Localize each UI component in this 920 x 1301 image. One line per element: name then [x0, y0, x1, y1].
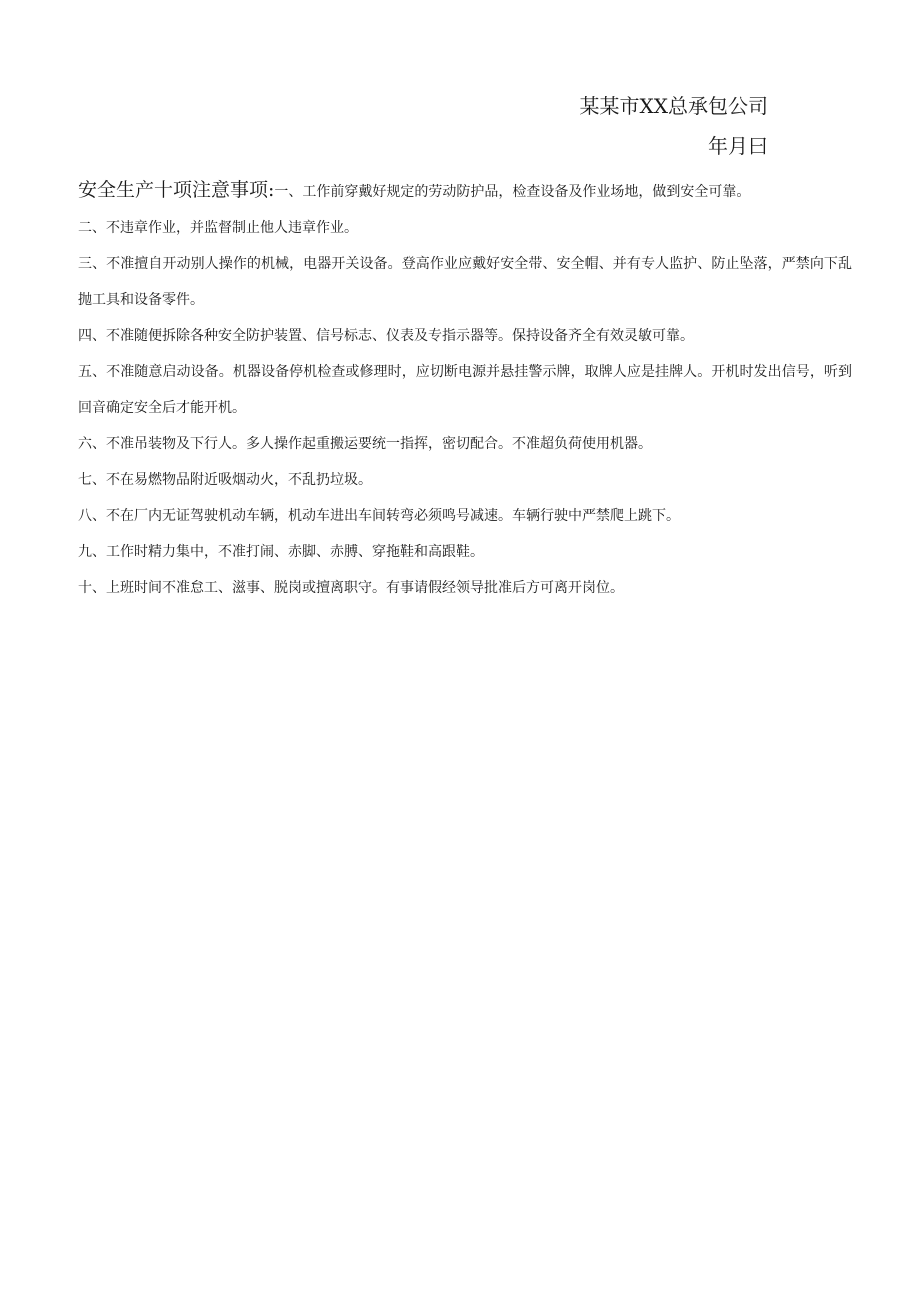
notice-item-2: 二、不违章作业，并监督制止他人违章作业。	[78, 220, 358, 236]
notice-item-9: 九、工作时精力集中，不准打闹、赤脚、赤膊、穿拖鞋和高跟鞋。	[78, 544, 484, 560]
notice-item-10: 十、上班时间不准怠工、滋事、脱岗或擅离职守。有事请假经领导批准后方可离开岗位。	[78, 580, 624, 596]
notice-item-4: 四、不准随便拆除各种安全防护装置、信号标志、仪表及专指示器等。保持设备齐全有效灵敏可靠。	[78, 328, 694, 344]
notice-item-6: 六、不准吊装物及下行人。多人操作起重搬运要统一指挥，密切配合。不准超负荷使用机器。	[78, 436, 652, 452]
company-name: 某某市XX总承包公司	[579, 94, 768, 118]
notice-title: 安全生产十项注意事项:	[78, 179, 275, 201]
notice-item-text: 一、工作前穿戴好规定的劳动防护品，检查设备及作业场地，做到安全可靠。	[274, 184, 751, 200]
date-line: 年月曰	[708, 134, 768, 158]
notice-item-7: 七、不在易燃物品附近吸烟动火，不乱扔垃圾。	[78, 472, 372, 488]
notice-item-5: 五、不准随意启动设备。机器设备停机检查或修理时，应切断电源并悬挂警示牌，取牌人应是挂牌人。开机时发出信号，听到回音确定安全后才能开机。	[78, 364, 852, 416]
notice-item-3: 三、不准擅自开动别人操作的机械，电器开关设备。登高作业应戴好安全带、安全帽、并有专人监护、防止坠落，严禁向下乱抛工具和设备零件。	[78, 256, 852, 308]
notice-body	[78, 172, 852, 606]
notice-item-1	[78, 172, 852, 210]
notice-item-8: 八、不在厂内无证驾驶机动车辆，机动车进出车间转弯必须鸣号减速。车辆行驶中严禁爬上跳下。	[78, 508, 680, 524]
